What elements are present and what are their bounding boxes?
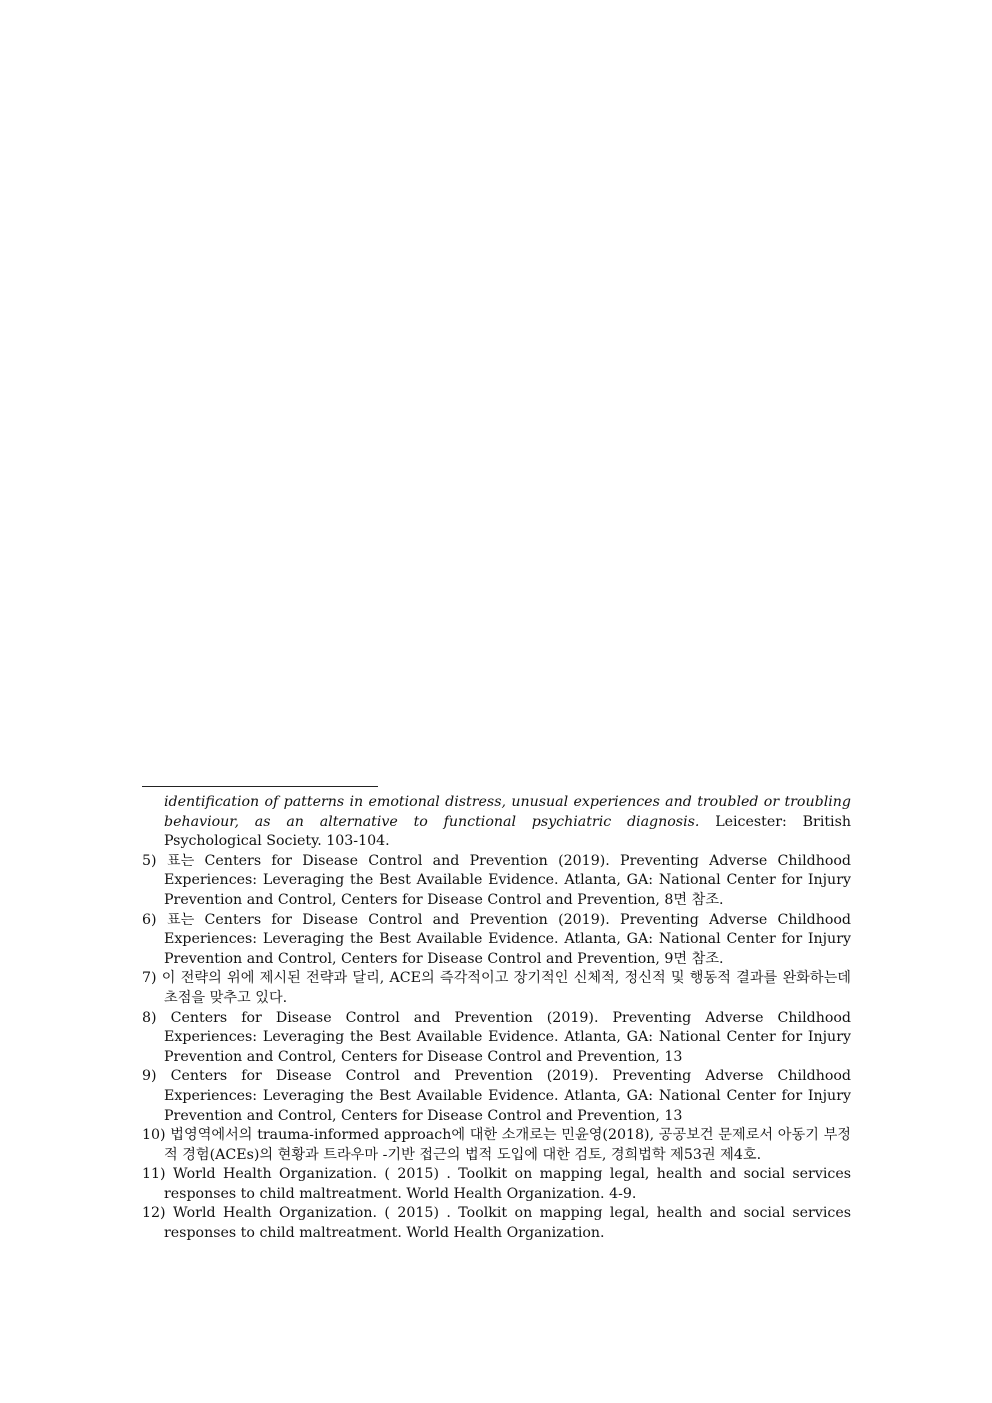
footnote-5 bbox=[142, 852, 851, 911]
footnote-text: World Health Organization. ( 2015) . Toolkit on mapping legal, health and social services responses to child maltreatment. World Health Organization. 4-9. bbox=[164, 1166, 851, 1202]
footnote-text: Centers for Disease Control and Prevention (2019). Preventing Adverse Childhood Experiences: Leveraging the Best Available Evidence. Atlanta, GA: National Center for Injury Prevention and Control, Centers for Disease Control and Prevention, 13 bbox=[164, 1068, 852, 1124]
footnote-text: 이 전략의 위에 제시된 전략과 달리, ACE의 즉각적이고 장기적인 신체적, 정신적 및 행동적 결과를 완화하는데 초점을 맞추고 있다. bbox=[161, 970, 852, 1006]
footnote-number: 8) bbox=[142, 1009, 157, 1026]
footnote-continuation-rest: Leicester: British Psychological Society. 103-104. bbox=[164, 813, 852, 850]
footnote-number: 12) bbox=[142, 1205, 166, 1222]
footnote-10 bbox=[142, 1126, 851, 1165]
footnote-number: 11) bbox=[142, 1166, 166, 1183]
footnote-continuation bbox=[142, 793, 851, 852]
footnote-text: World Health Organization. ( 2015) . Toolkit on mapping legal, health and social services responses to child maltreatment. World Health Organization. bbox=[164, 1205, 851, 1242]
footnote-number: 10) bbox=[142, 1127, 166, 1144]
footnote-text: 법영역에서의 trauma-informed approach에 대한 소개로는 민윤영(2018), 공공보건 문제로서 아동기 부정적 경험(ACEs)의 현황과 트라우마 -기반 접근의 법적 도입에 대한 검토, 경희법학 제53권 제4호. bbox=[164, 1127, 851, 1163]
footnote-text: 표는 Centers for Disease Control and Prevention (2019). Preventing Adverse Childhood Experiences: Leveraging the Best Available Evidence. Atlanta, GA: National Center for Injury Prevention and Control, Centers for Disease Control and Prevention, 8면 참조. bbox=[164, 852, 852, 908]
footnote-6 bbox=[142, 911, 851, 970]
footnote-text: 표는 Centers for Disease Control and Prevention (2019). Preventing Adverse Childhood Experiences: Leveraging the Best Available Evidence. Atlanta, GA: National Center for Injury Prevention and Control, Centers for Disease Control and Prevention, 9면 참조. bbox=[164, 911, 852, 967]
footnote-number: 6) bbox=[142, 911, 157, 928]
footnote-number: 9) bbox=[142, 1068, 157, 1085]
footnote-number: 5) bbox=[142, 852, 157, 869]
footnote-7 bbox=[142, 969, 851, 1008]
footnote-9 bbox=[142, 1067, 851, 1126]
footnote-text: Centers for Disease Control and Prevention (2019). Preventing Adverse Childhood Experiences: Leveraging the Best Available Evidence. Atlanta, GA: National Center for Injury Prevention and Control, Centers for Disease Control and Prevention, 13 bbox=[164, 1009, 852, 1065]
footnote-number: 7) bbox=[142, 970, 157, 987]
footnote-continuation-italic: identification of patterns in emotional distress, unusual experiences and troubled or troubling behaviour, as an alternative to functional psychiatric diagnosis. bbox=[164, 794, 851, 830]
footnote-separator bbox=[142, 786, 378, 787]
footnote-12 bbox=[142, 1204, 851, 1243]
footnote-8 bbox=[142, 1009, 851, 1068]
footnote-11 bbox=[142, 1165, 851, 1204]
footnotes-section bbox=[142, 793, 851, 1244]
